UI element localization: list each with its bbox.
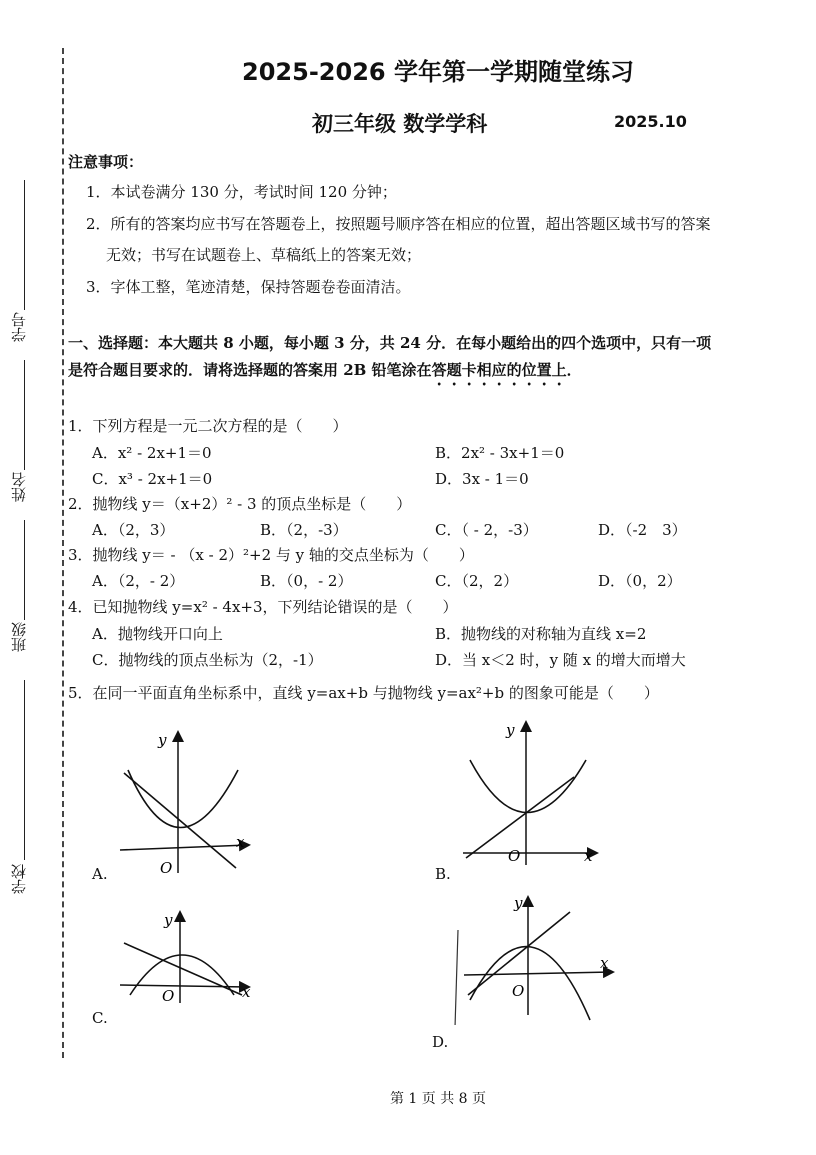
student-id-blank[interactable] [24, 180, 25, 310]
section-instruction-emphasis: 答题卡相应的位置上 [431, 361, 567, 379]
question-4-option-a[interactable]: A．抛物线开口向上 [92, 625, 223, 643]
parabola [128, 770, 238, 828]
question-1-stem: 1．下列方程是一元二次方程的是（ ） [68, 417, 348, 435]
question-4-option-c[interactable]: C．抛物线的顶点坐标为（2，-1） [92, 651, 323, 669]
question-1-option-a[interactable]: A．x² - 2x+1＝0 [92, 444, 212, 462]
line [466, 777, 574, 858]
question-2-option-b[interactable]: B．（2，-3） [260, 521, 348, 539]
class-label: 班级 [10, 622, 28, 652]
question-2-stem: 2．抛物线 y＝（x+2）² - 3 的顶点坐标是（ ） [68, 495, 412, 513]
school-blank[interactable] [24, 680, 25, 860]
note-item: 3．字体工整，笔迹清楚，保持答题卷卷面清洁。 [86, 278, 411, 296]
section-instruction-text: 是符合题目要求的．请将选择题的答案用 2B 铅笔涂在 [68, 361, 432, 379]
question-1-option-c[interactable]: C．x³ - 2x+1＝0 [92, 470, 213, 488]
note-item: 2．所有的答案均应书写在答题卷上，按照题号顺序答在相应的位置，超出答题区域书写的答案 [86, 215, 711, 233]
class-blank[interactable] [24, 520, 25, 620]
question-3-stem: 3．抛物线 y＝ - （x - 2）²+2 与 y 轴的交点坐标为（ ） [68, 546, 474, 564]
question-3-option-c[interactable]: C．（2，2） [435, 572, 519, 590]
origin-label: O [162, 987, 175, 1005]
question-5-option-a[interactable]: A. [92, 865, 108, 883]
question-2-option-c[interactable]: C．（ - 2，-3） [435, 521, 538, 539]
question-1-option-b[interactable]: B．2x² - 3x+1＝0 [435, 444, 565, 462]
exam-date: 2025.10 [614, 112, 687, 131]
x-axis-label: x [600, 954, 609, 972]
graph-b [458, 715, 608, 875]
question-4-stem: 4．已知抛物线 y=x² - 4x+3，下列结论错误的是（ ） [68, 598, 458, 616]
student-id-label: 学号 [10, 312, 28, 342]
question-3-option-d[interactable]: D．（0，2） [598, 572, 682, 590]
y-axis-label: y [158, 731, 167, 749]
scan-mark [454, 930, 458, 1025]
question-5-option-b[interactable]: B. [435, 865, 451, 883]
origin-label: O [160, 859, 173, 877]
question-5-option-d[interactable]: D. [432, 1033, 449, 1051]
question-2-option-a[interactable]: A．（2，3） [92, 521, 175, 539]
exam-subtitle: 初三年级 数学学科 [312, 112, 488, 136]
notes-heading: 注意事项： [68, 153, 144, 171]
school-label: 学校 [10, 864, 28, 894]
question-4-option-d[interactable]: D．当 x＜2 时，y 随 x 的增大而增大 [435, 651, 686, 669]
y-axis-label: y [506, 721, 515, 739]
section-instruction-end: ． [566, 361, 582, 379]
parabola [470, 760, 586, 813]
x-axis-label: x [236, 833, 245, 851]
question-3-option-a[interactable]: A．（2，- 2） [92, 572, 185, 590]
y-axis-label: y [164, 911, 173, 929]
note-item: 1．本试卷满分 130 分，考试时间 120 分钟； [86, 183, 397, 201]
line [124, 773, 236, 868]
question-4-option-b[interactable]: B．抛物线的对称轴为直线 x=2 [435, 625, 647, 643]
x-axis-label: x [242, 983, 251, 1001]
graph-a [110, 725, 260, 880]
question-5-stem: 5．在同一平面直角坐标系中，直线 y=ax+b 与抛物线 y=ax²+b 的图象可能是（ ） [68, 684, 659, 702]
origin-label: O [512, 982, 525, 1000]
graph-d [440, 890, 620, 1025]
question-5-option-c[interactable]: C. [92, 1009, 108, 1027]
y-axis-label: y [514, 894, 523, 912]
question-3-option-b[interactable]: B．（0，- 2） [260, 572, 353, 590]
section-instruction: 一、选择题：本大题共 8 小题，每小题 3 分，共 24 分．在每小题给出的四个选项中，只有一项 [68, 334, 712, 352]
x-axis-label: x [584, 847, 593, 865]
question-2-option-d[interactable]: D．（-2 3） [598, 521, 687, 539]
x-axis [120, 845, 248, 850]
exam-title: 2025-2026 学年第一学期随堂练习 [242, 58, 634, 86]
name-blank[interactable] [24, 360, 25, 470]
parabola [130, 955, 234, 995]
binding-dashed-line [62, 48, 64, 1058]
line [124, 943, 242, 995]
parabola [470, 947, 590, 1020]
origin-label: O [508, 847, 521, 865]
section-instruction-2 [68, 359, 582, 389]
graph-c [110, 905, 260, 1005]
page-number: 第 1 页 共 8 页 [389, 1091, 487, 1107]
note-item: 无效；书写在试题卷上、草稿纸上的答案无效； [106, 246, 422, 264]
question-1-option-d[interactable]: D．3x - 1＝0 [435, 470, 529, 488]
name-label: 姓名 [10, 472, 28, 502]
